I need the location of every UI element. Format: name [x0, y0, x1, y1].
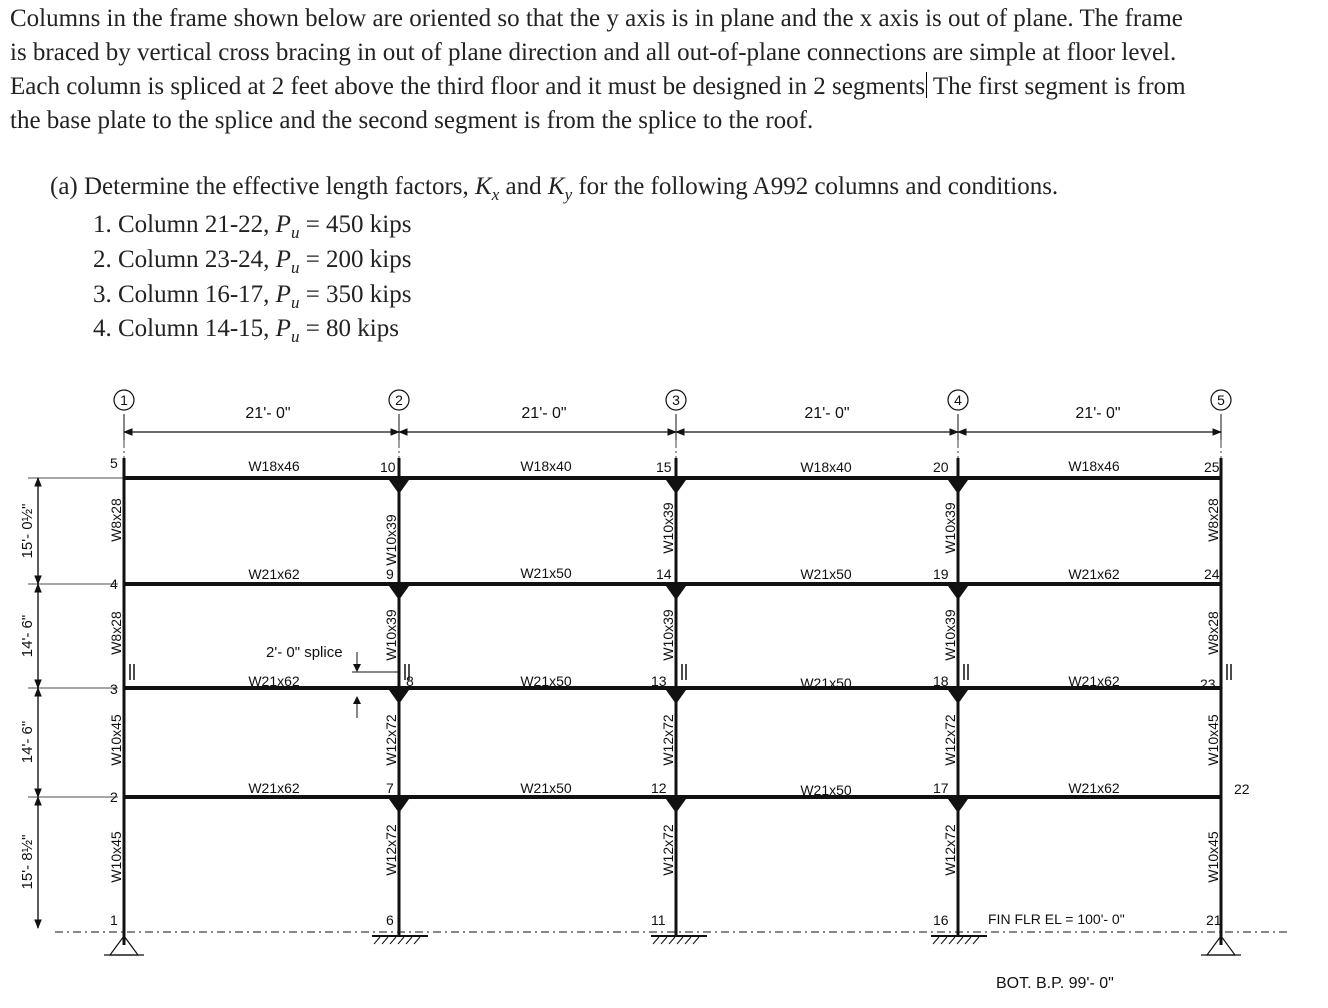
beam-labels: [248, 458, 1120, 798]
col-label-1-b: W8x28: [108, 611, 124, 655]
grid-label-4: 4: [954, 392, 962, 408]
question-item-4: 4. Column 14-15, $P_u = 80$ kips: [93, 315, 399, 346]
beam-label-f2-1: W21x62: [248, 780, 300, 796]
bay-dim-4: 21'- 0": [1075, 405, 1121, 422]
beam-label-f2-3: W21x50: [800, 782, 852, 798]
grid-label-3: 3: [672, 392, 680, 408]
question-item-1: 1. Column 21-22, $P_u = 450$ kips: [93, 211, 412, 242]
node-c2-10: 10: [380, 459, 396, 475]
grid-centerlines: [124, 420, 1221, 458]
bay-dim-1: 21'- 0": [245, 405, 291, 422]
node-c5-24: 24: [1204, 566, 1220, 582]
kx-subscript: x: [491, 185, 500, 204]
node-c4-18: 18: [933, 673, 949, 689]
intro-line-4: the base plate to the splice and the second segment is from the splice to the roof.: [10, 107, 814, 134]
node-c3-15: 15: [656, 459, 672, 475]
intro-line-2: is braced by vertical cross bracing in out of plane direction and all out-of-plane connections are simple at floor level.: [10, 39, 1177, 66]
grid-label-2: 2: [395, 392, 403, 408]
question-prefix: (a) Determine the effective length factors,: [50, 173, 476, 200]
node-c1-4: 4: [110, 576, 118, 592]
node-c2-6: 6: [386, 912, 394, 928]
col-label-1-a: W8x28: [108, 498, 124, 542]
col-label-4-b: W10x39: [942, 609, 958, 661]
beam-label-f3-3: W21x50: [800, 675, 852, 691]
node-c4-20: 20: [933, 459, 949, 475]
node-c5-21: 21: [1206, 912, 1222, 928]
story-dim-2: 14'- 6": [19, 720, 36, 764]
kx-variable: K: [475, 173, 492, 200]
col-label-3-a: W10x39: [660, 502, 676, 554]
splice-note: 2'- 0" splice: [266, 644, 343, 661]
ky-subscript: y: [564, 185, 573, 204]
node-c3-11: 11: [651, 912, 666, 928]
story-dim-1: 15'- 8½": [19, 834, 36, 890]
beam-label-roof-3: W18x40: [800, 459, 852, 475]
node-c4-19: 19: [933, 566, 949, 582]
col-label-1-d: W10x45: [108, 831, 124, 883]
question-suffix: for the following A992 columns and conditions.: [572, 173, 1059, 200]
col-label-5-c: W10x45: [1205, 714, 1221, 766]
beam-label-roof-2: W18x40: [520, 458, 572, 474]
beam-label-f4-2: W21x50: [520, 565, 572, 581]
node-c5-22: 22: [1234, 781, 1250, 797]
node-c3-14: 14: [656, 566, 672, 582]
col-label-2-c: W12x72: [383, 714, 399, 766]
grid-label-1: 1: [120, 392, 128, 408]
col-label-4-a: W10x39: [942, 502, 958, 554]
question-item-3: 3. Column 16-17, $P_u = 350$ kips: [93, 281, 412, 312]
node-c2-7: 7: [386, 780, 394, 796]
story-dim-3: 14'- 6": [19, 614, 36, 658]
node-c1-1: 1: [110, 912, 118, 928]
beam-label-f4-1: W21x62: [248, 566, 300, 582]
node-c3-13: 13: [651, 673, 667, 689]
beam-label-f2-2: W21x50: [520, 780, 572, 796]
column-labels: [108, 498, 1221, 883]
beam-label-f4-4: W21x62: [1068, 566, 1120, 582]
node-c3-12: 12: [651, 780, 667, 796]
col-label-3-b: W10x39: [660, 609, 676, 661]
grid-label-5: 5: [1217, 392, 1225, 408]
intro-line-1: Columns in the frame shown below are oriented so that the y axis is in plane and the x axis is out of plane. The frame: [10, 5, 1183, 32]
node-c2-8: 8: [406, 673, 414, 689]
beam-label-f2-4: W21x62: [1068, 780, 1120, 796]
beam-label-f3-2: W21x50: [520, 673, 572, 689]
bay-dim-2: 21'- 0": [521, 405, 567, 422]
bay-dim-3: 21'- 0": [804, 405, 850, 422]
bay-dimensions: [124, 405, 1221, 440]
col-label-5-a: W8x28: [1205, 498, 1221, 542]
story-dim-4: 15'- 0½": [19, 503, 36, 559]
col-label-5-d: W10x45: [1205, 831, 1221, 883]
col-label-4-c: W12x72: [942, 714, 958, 766]
node-c4-17: 17: [933, 780, 949, 796]
node-c4-16: 16: [933, 912, 949, 928]
col-label-3-c: W12x72: [660, 714, 676, 766]
question-item-2: 2. Column 23-24, $P_u = 200$ kips: [93, 246, 412, 277]
beam-label-f3-4: W21x62: [1068, 673, 1120, 689]
col-label-5-b: W8x28: [1205, 611, 1221, 655]
col-label-2-d: W12x72: [383, 824, 399, 876]
col-label-1-c: W10x45: [108, 714, 124, 766]
node-c2-9: 9: [386, 566, 394, 582]
moment-connections: [389, 480, 968, 813]
node-c5-23: 23: [1200, 676, 1216, 692]
col-label-2-b: W10x39: [383, 609, 399, 661]
supports: [104, 936, 1241, 955]
node-c1-3: 3: [110, 681, 118, 697]
node-c1-5: 5: [110, 455, 118, 471]
base-plate-elevation-note: BOT. B.P. 99'- 0": [996, 975, 1114, 992]
node-c1-2: 2: [110, 789, 118, 805]
beam-label-roof-4: W18x46: [1068, 458, 1120, 474]
question-and: and: [499, 173, 548, 200]
beam-label-roof-1: W18x46: [248, 458, 300, 474]
beam-label-f4-3: W21x50: [800, 566, 852, 582]
floor-elevation-note: FIN FLR EL = 100'- 0": [988, 911, 1125, 927]
beam-label-f3-1: W21x62: [248, 673, 300, 689]
ky-variable: K: [547, 173, 565, 200]
col-label-4-d: W12x72: [942, 824, 958, 876]
intro-line-3b: The first segment is from: [927, 73, 1186, 100]
col-label-3-d: W12x72: [660, 824, 676, 876]
node-c5-25: 25: [1204, 459, 1220, 475]
intro-line-3a: Each column is spliced at 2 feet above the third floor and it must be designed in 2 segments: [10, 73, 926, 100]
col-label-2-a: W10x39: [383, 514, 399, 566]
